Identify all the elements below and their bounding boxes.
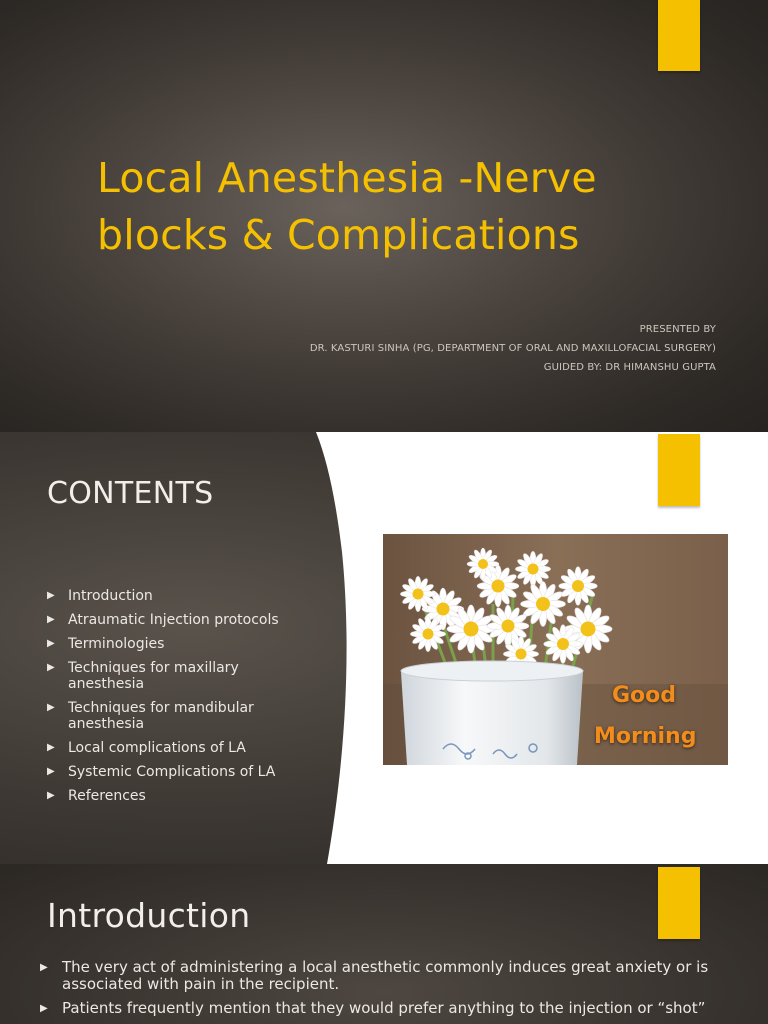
list-item — [40, 1000, 730, 1017]
introduction-list — [40, 959, 730, 1024]
list-item — [47, 764, 307, 780]
list-item-label: Systemic Complications of LA — [68, 764, 276, 780]
list-item — [47, 700, 307, 732]
accent-bar — [658, 434, 700, 506]
triangle-bullet-icon: ▶ — [47, 702, 55, 713]
list-item — [47, 660, 307, 692]
guided-by: GUIDED BY: DR HIMANSHU GUPTA — [543, 362, 716, 373]
introduction-slide — [0, 864, 768, 1024]
list-item-label: Atraumatic Injection protocols — [68, 612, 279, 628]
accent-bar — [658, 0, 700, 71]
presenter-name: DR. KASTURI SINHA (PG, DEPARTMENT OF ORAL AND MAXILLOFACIAL SURGERY) — [309, 343, 716, 354]
list-item-label: Local complications of LA — [68, 740, 246, 756]
list-item-label: Techniques for mandibular anesthesia — [68, 700, 254, 732]
triangle-bullet-icon: ▶ — [47, 766, 55, 777]
list-item — [47, 588, 307, 604]
list-item — [47, 636, 307, 652]
triangle-bullet-icon: ▶ — [40, 962, 48, 973]
triangle-bullet-icon: ▶ — [47, 614, 55, 625]
title-line-2: blocks & Complications — [97, 211, 580, 259]
contents-list — [47, 588, 307, 812]
list-item-label: Techniques for maxillary anesthesia — [68, 660, 239, 692]
title-line-1: Local Anesthesia -Nerve — [97, 154, 597, 202]
accent-bar — [658, 867, 700, 939]
caption-line-2: Morning — [594, 724, 697, 749]
contents-heading: CONTENTS — [47, 476, 214, 511]
caption-line-1: Good — [611, 683, 677, 708]
triangle-bullet-icon: ▶ — [47, 790, 55, 801]
list-item — [47, 788, 307, 804]
contents-slide — [0, 432, 768, 864]
title-slide — [0, 0, 768, 432]
list-item-label: Terminologies — [68, 636, 165, 652]
introduction-heading: Introduction — [47, 896, 251, 935]
triangle-bullet-icon: ▶ — [47, 662, 55, 673]
image-caption — [594, 675, 697, 757]
list-item-text: The very act of administering a local anesthetic commonly induces great anxiety or is associated with pain in the recipient. — [62, 958, 709, 993]
list-item-label: References — [68, 788, 146, 804]
triangle-bullet-icon: ▶ — [47, 742, 55, 753]
triangle-bullet-icon: ▶ — [47, 590, 55, 601]
presenter-block — [310, 320, 716, 377]
list-item — [40, 959, 730, 993]
list-item — [47, 740, 307, 756]
list-item-label: Introduction — [68, 588, 153, 604]
presented-by-label: PRESENTED BY — [639, 324, 716, 335]
triangle-bullet-icon: ▶ — [40, 1003, 48, 1014]
slide-title — [97, 150, 697, 264]
list-item-text: Patients frequently mention that they would prefer anything to the injection or “shot” — [62, 999, 706, 1017]
list-item — [47, 612, 307, 628]
triangle-bullet-icon: ▶ — [47, 638, 55, 649]
